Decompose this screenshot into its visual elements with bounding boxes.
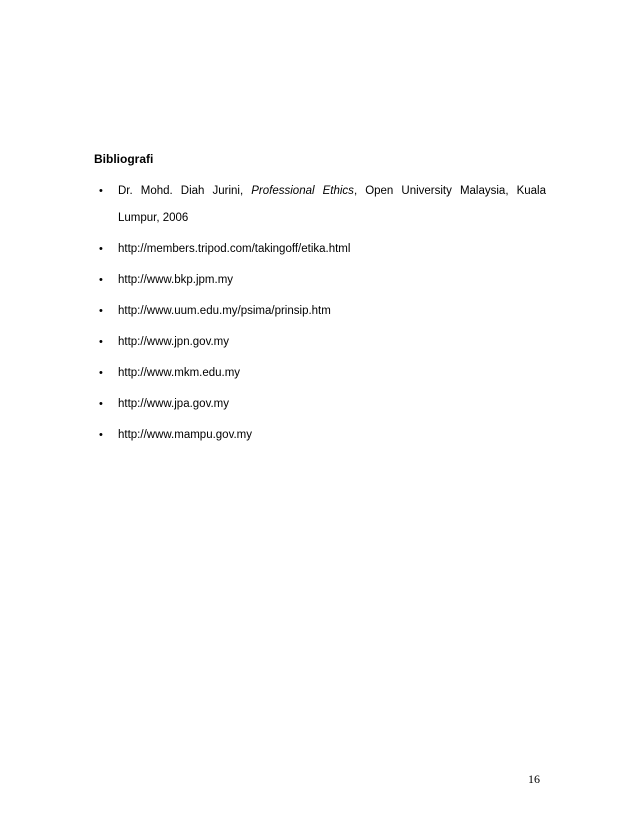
entry-first-line xyxy=(118,178,546,205)
entry-place-year: Lumpur, 2006 xyxy=(118,212,189,224)
bibliography-list xyxy=(94,178,546,449)
bullet-icon: • xyxy=(99,274,103,286)
entry-url: http://members.tripod.com/takingoff/etika.html xyxy=(118,243,351,255)
bullet-icon: • xyxy=(99,398,103,410)
bibliography-entry-link xyxy=(94,298,546,325)
bullet-icon: • xyxy=(99,336,103,348)
bullet-icon: • xyxy=(99,429,103,441)
entry-url: http://www.mkm.edu.my xyxy=(118,367,241,379)
entry-url: http://www.uum.edu.my/psima/prinsip.htm xyxy=(118,305,331,317)
bibliography-entry-link xyxy=(94,360,546,387)
entry-url: http://www.jpa.gov.my xyxy=(118,398,229,410)
entry-url: http://www.mampu.gov.my xyxy=(118,429,252,441)
bibliography-entry-link xyxy=(94,391,546,418)
entry-url: http://www.bkp.jpm.my xyxy=(118,274,234,286)
bullet-icon: • xyxy=(99,367,103,379)
bibliography-entry-link xyxy=(94,422,546,449)
bibliography-entry-link xyxy=(94,236,546,263)
bibliography-entry-link xyxy=(94,329,546,356)
bibliography-entry-link xyxy=(94,267,546,294)
entry-url: http://www.jpn.gov.my xyxy=(118,336,229,348)
page-number: 16 xyxy=(528,772,540,786)
bibliography-entry-book xyxy=(94,178,546,232)
entry-author: Dr. Mohd. Diah Jurini, xyxy=(118,185,244,197)
entry-title: Professional Ethics xyxy=(251,185,354,197)
entry-publisher: , Open University Malaysia, Kuala xyxy=(353,185,546,197)
bibliography-heading: Bibliografi xyxy=(94,152,154,166)
bullet-icon: • xyxy=(99,243,103,255)
bullet-icon: • xyxy=(99,305,103,317)
bullet-icon: • xyxy=(99,185,103,197)
